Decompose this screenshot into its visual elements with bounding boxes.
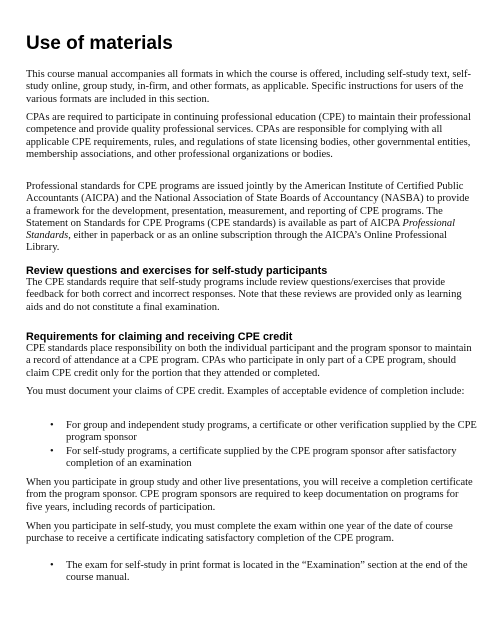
- evidence-bullet-list: [26, 420, 486, 470]
- bullet-text: For group and independent study programs, a certificate or other verification supplied by the CPE program sponsor: [66, 420, 477, 444]
- standards-text-after: , either in paperback or as an online subscription through the AICPA’s Online Professional Library.: [26, 230, 447, 254]
- bullet-text: For self-study programs, a certificate supplied by the CPE program sponsor after satisfactory completion of an examination: [66, 445, 457, 469]
- review-questions-paragraph: The CPE standards require that self-study programs include review questions/exercises that provide feedback for both correct and incorrect responses. Note that these reviews are provided only as learning aids and do not constitute a final examination.: [26, 277, 462, 313]
- bullet-icon: •: [50, 445, 54, 457]
- section-heading-review-questions: Review questions and exercises for self-study participants: [26, 265, 328, 277]
- bullet-icon: •: [50, 560, 54, 571]
- intro-paragraph-1: This course manual accompanies all formats in which the course is offered, including self-study text, self-study online, group study, in-firm, and other formats, as applicable. Specific instructions for users of the various formats are included in this section.: [26, 69, 472, 105]
- page-title: Use of materials: [26, 33, 173, 54]
- list-item: [26, 420, 486, 445]
- standards-text-italic: Professional Standards: [26, 217, 456, 242]
- bullet-text: The exam for self-study in print format is located in the “Examination” section at the end of the course manual.: [66, 560, 468, 584]
- list-item: [26, 446, 486, 471]
- standards-paragraph: [26, 181, 476, 255]
- list-item: [26, 560, 486, 585]
- intro-paragraph-2: CPAs are required to participate in continuing professional education (CPE) to maintain their professional competence and provide quality professional services. CPAs are responsible for complying with all applicable CPE requirements, rules, and regulations of state licensing bodies, other governmental entities, membership associations, and other professional organizations or bodies.: [26, 112, 471, 160]
- exam-bullet-list: [26, 560, 486, 585]
- self-study-paragraph: When you participate in self-study, you must complete the exam within one year of the date of course purchase to receive a certificate indicating satisfactory completion of the CPE program.: [26, 521, 453, 545]
- bullet-icon: •: [50, 420, 54, 431]
- section-heading-cpe-credit: Requirements for claiming and receiving CPE credit: [26, 331, 293, 343]
- standards-text-before: Professional standards for CPE programs are issued jointly by the American Institute of Certified Public Accountants (AICPA) and the National Association of State Boards of Accountancy (NASBA) to provide a framework for the development, presentation, measurement, and reporting of CPE programs. The Statement on Standards for CPE Programs (CPE standards) is available as part of AICPA: [26, 181, 470, 229]
- cpe-credit-paragraph-2: You must document your claims of CPE credit. Examples of acceptable evidence of completion include:: [26, 386, 465, 397]
- group-study-paragraph: When you participate in group study and other live presentations, you will receive a completion certificate from the program sponsor. CPE program sponsors are required to keep documentation on programs for five years, including records of participation.: [26, 477, 473, 513]
- cpe-credit-paragraph-1: CPE standards place responsibility on both the individual participant and the program sponsor to maintain a record of attendance at a CPE program. CPAs who participate in only part of a CPE program, should claim CPE credit only for the portion that they attended or completed.: [26, 343, 472, 379]
